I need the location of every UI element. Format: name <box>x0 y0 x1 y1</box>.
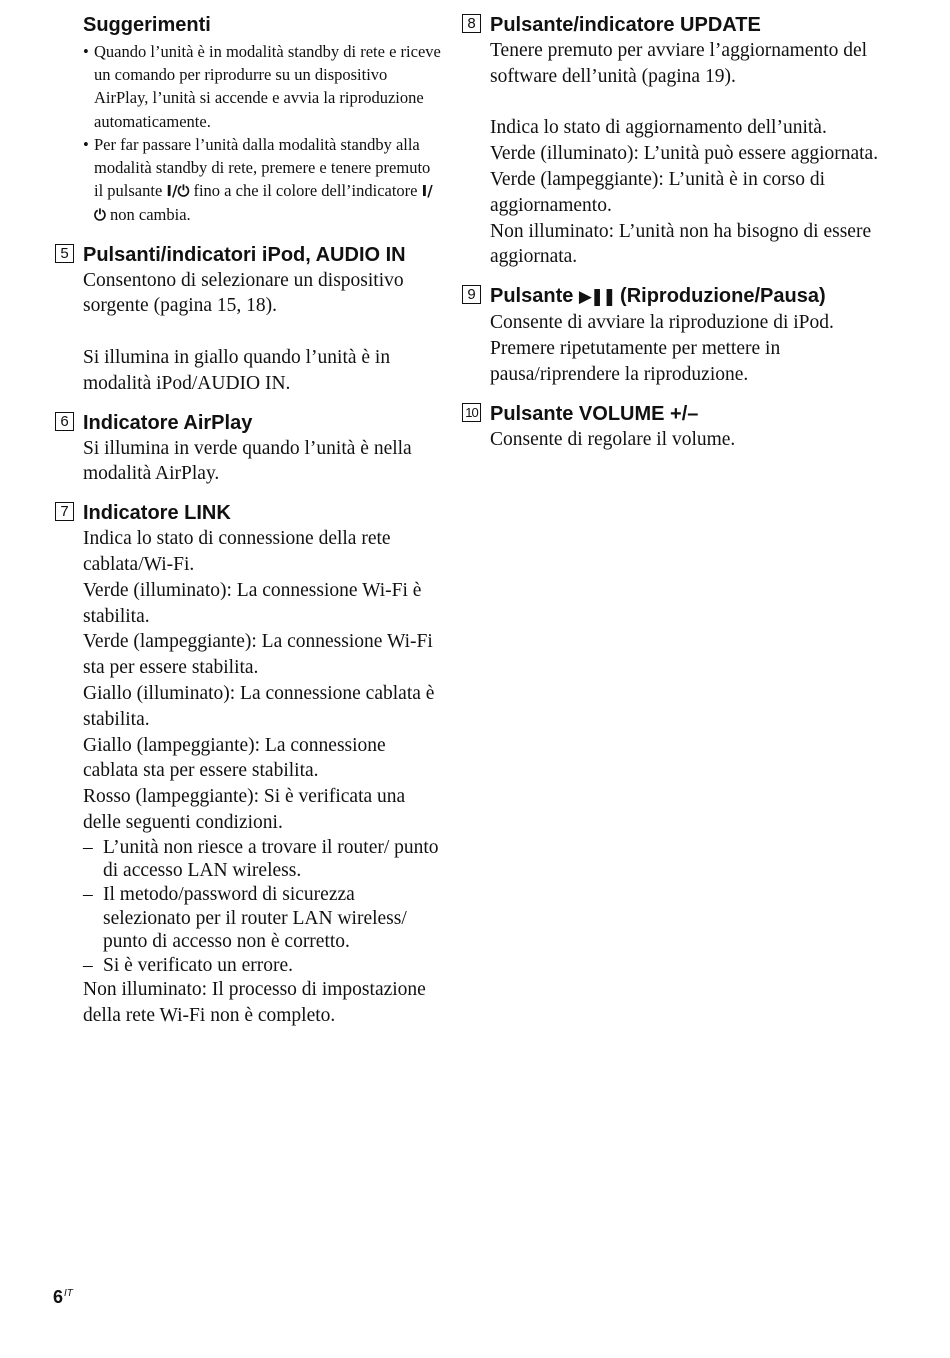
paragraph: Consente di avviare la riproduzione di iPod. Premere ripetutamente per mettere in pausa/riprendere la riproduzione. <box>490 312 834 385</box>
section-number: 8 <box>462 14 481 33</box>
section-number: 6 <box>55 412 74 431</box>
section-title <box>467 12 890 38</box>
section-6 <box>60 410 443 488</box>
dash: – <box>83 954 93 976</box>
section-title-text: Pulsanti/indicatori iPod, AUDIO IN <box>83 243 406 266</box>
paragraph: Non illuminato: L’unità non ha bisogno di essere aggiornata. <box>490 220 872 268</box>
paragraph: Consentono di selezionare un dispositivo sorgente (pagina 15, 18). <box>83 269 404 317</box>
section-title-text: Indicatore LINK <box>83 502 231 525</box>
paragraph: Rosso (lampeggiante): Si è verificata una delle seguenti condizioni. <box>83 786 406 833</box>
suggerimento-text: Per far passare l’unità dalla modalità standby alla modalità standby di rete, premere e tenere premuto il pulsante <box>94 134 431 201</box>
suggerimenti-list <box>83 40 443 228</box>
paragraph: Non illuminato: Il processo di impostazione della rete Wi-Fi non è completo. <box>83 979 426 1027</box>
list-item <box>83 954 443 978</box>
suggerimenti-title: Suggerimenti <box>83 14 211 36</box>
section-number: 5 <box>55 244 74 263</box>
list-item <box>83 836 443 883</box>
section-number: 9 <box>462 285 481 304</box>
bullet: • <box>83 134 89 154</box>
paragraph: Verde (illuminato): La connessione Wi-Fi è stabilita. <box>83 579 422 627</box>
paragraph: Si illumina in verde quando l’unità è nella modalità AirPlay. <box>83 437 412 485</box>
page-number-value: 6 <box>53 1287 64 1307</box>
condition-text: Si è verificato un errore. <box>103 954 294 976</box>
dash: – <box>83 883 93 905</box>
suggerimento-text: fino a che il colore dell’indicatore <box>189 181 422 201</box>
section-title <box>60 500 443 526</box>
section-title <box>60 242 443 268</box>
section-number: 10 <box>462 403 481 422</box>
section-8 <box>467 12 890 270</box>
power-icon: I/⏻ <box>166 182 190 201</box>
suggerimento-text: non cambia. <box>105 205 191 225</box>
paragraph: Verde (lampeggiante): La connessione Wi-Fi sta per essere stabilita. <box>83 631 433 679</box>
page-number <box>53 1287 73 1308</box>
language-code: IT <box>64 1288 73 1299</box>
section-title <box>465 401 890 427</box>
section-number: 7 <box>55 502 74 521</box>
dash: – <box>83 836 93 858</box>
paragraph: Giallo (lampeggiante): La connessione cablata sta per essere stabilita. <box>83 734 386 782</box>
right-column <box>465 12 890 452</box>
paragraph: Consente di regolare il volume. <box>490 428 736 450</box>
suggerimenti-section <box>83 12 443 228</box>
section-5 <box>60 242 443 397</box>
section-title-text: Pulsante/indicatore UPDATE <box>490 14 761 36</box>
paragraph: Tenere premuto per avviare l’aggiornamento del software dell’unità (pagina 19). <box>490 40 868 87</box>
power-icon: I/⏻ <box>94 182 433 225</box>
bullet: • <box>83 42 89 61</box>
paragraph: Si illumina in giallo quando l’unità è in modalità iPod/AUDIO IN. <box>83 347 391 394</box>
paragraph: Giallo (illuminato): La connessione cablata è stabilita. <box>83 682 435 730</box>
section-title <box>467 283 890 310</box>
paragraph: Verde (lampeggiante): L’unità è in corso di aggiornamento. <box>490 168 826 216</box>
section-7 <box>60 500 443 1029</box>
list-item <box>83 133 443 228</box>
section-9 <box>467 283 890 387</box>
section-title-text: Pulsante <box>490 285 579 308</box>
paragraph: Indica lo stato di connessione della rete cablata/Wi-Fi. <box>83 528 391 575</box>
section-10 <box>465 401 890 453</box>
list-item <box>83 883 443 954</box>
section-title-text: (Riproduzione/Pausa) <box>614 285 826 308</box>
section-title-text: Indicatore AirPlay <box>83 411 253 434</box>
left-column <box>60 12 443 1029</box>
conditions-list <box>83 836 443 978</box>
condition-text: Il metodo/password di sicurezza selezionato per il router LAN wireless/ punto di accesso non è corretto. <box>103 883 407 953</box>
suggerimento-text: Quando l’unità è in modalità standby di rete e riceve un comando per riprodurre su un dispositivo AirPlay, l’unità si accende e avvia la riproduzione automaticamente. <box>94 42 441 131</box>
section-title-text: Pulsante VOLUME +/– <box>490 402 699 425</box>
paragraph: Indica lo stato di aggiornamento dell’unità. <box>490 117 827 139</box>
list-item <box>83 40 443 133</box>
section-title <box>60 410 443 436</box>
play-pause-icon: ▶❚❚ <box>578 287 615 308</box>
condition-text: L’unità non riesce a trovare il router/ punto di accesso LAN wireless. <box>103 836 439 882</box>
paragraph: Verde (illuminato): L’unità può essere aggiornata. <box>490 143 879 165</box>
